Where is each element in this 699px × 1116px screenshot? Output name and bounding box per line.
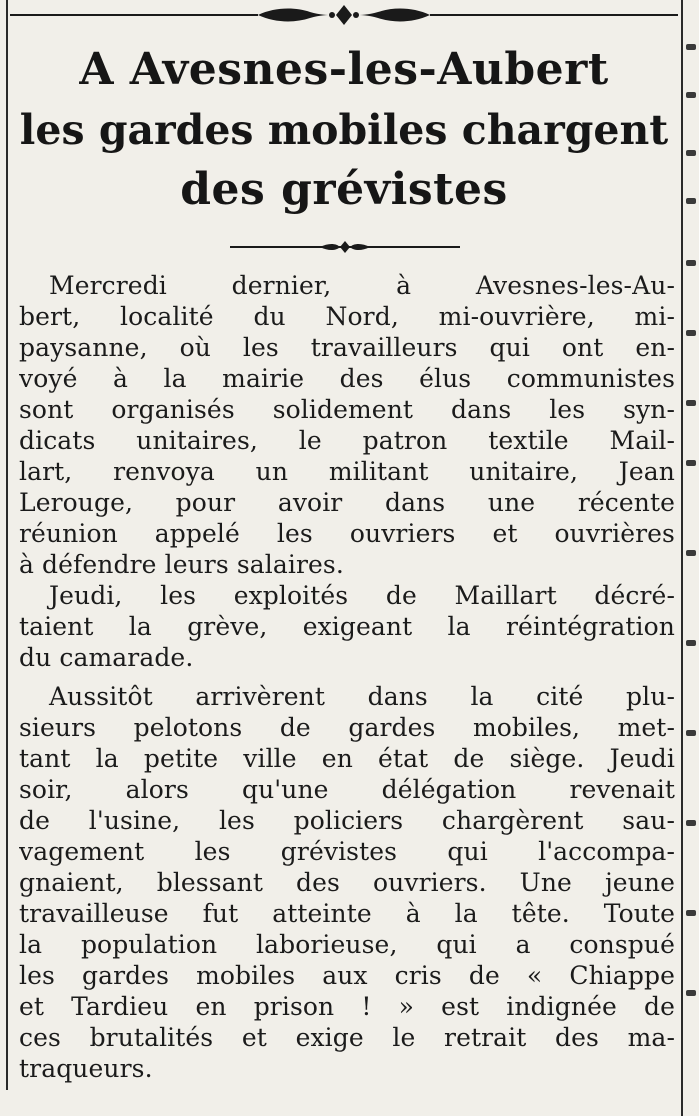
text-line: du camarade. — [19, 643, 194, 672]
adjacent-column-fragment — [686, 30, 699, 1090]
headline-line-2: les gardes mobiles chargent — [19, 106, 669, 154]
text-line: et Tardieu en prison ! » est indignée de — [19, 992, 675, 1021]
paragraph-1 — [19, 270, 675, 580]
right-column-rule — [681, 0, 683, 1116]
left-column-rule — [6, 0, 8, 1090]
headline-divider-ornament — [230, 238, 460, 256]
text-line: voyé à la mairie des élus communistes — [19, 364, 675, 393]
paragraph-2 — [19, 580, 675, 673]
text-line: vagement les grévistes qui l'accompa- — [19, 837, 675, 866]
article-body — [19, 270, 675, 1084]
article-headline — [10, 40, 678, 220]
text-line: la population laborieuse, qui a conspué — [19, 930, 675, 959]
text-line: tant la petite ville en état de siège. Jeudi — [19, 744, 675, 773]
text-line: traqueurs. — [19, 1054, 153, 1083]
text-line: bert, localité du Nord, mi-ouvrière, mi- — [19, 302, 675, 331]
text-line: Aussitôt arrivèrent dans la cité plu- — [49, 682, 675, 711]
text-line: dicats unitaires, le patron textile Mail- — [19, 426, 675, 455]
text-line: sont organisés solidement dans les syn- — [19, 395, 675, 424]
text-line: sieurs pelotons de gardes mobiles, met- — [19, 713, 675, 742]
headline-line-3: des grévistes — [180, 164, 508, 215]
text-line: Mercredi dernier, à Avesnes-les-Au- — [49, 271, 675, 300]
text-line: les gardes mobiles aux cris de « Chiappe — [19, 961, 675, 990]
top-ornament-rule — [10, 2, 678, 28]
text-line: lart, renvoya un militant unitaire, Jean — [19, 457, 675, 486]
text-line: réunion appelé les ouvriers et ouvrières — [19, 519, 675, 548]
text-line: paysanne, où les travailleurs qui ont en- — [19, 333, 675, 362]
text-line: de l'usine, les policiers chargèrent sau- — [19, 806, 675, 835]
text-line: soir, alors qu'une délégation revenait — [19, 775, 675, 804]
text-line: Jeudi, les exploités de Maillart décré- — [49, 581, 675, 610]
paragraph-spacer — [19, 673, 675, 681]
text-line: ces brutalités et exige le retrait des ma- — [19, 1023, 675, 1052]
text-line: gnaient, blessant des ouvriers. Une jeune — [19, 868, 675, 897]
text-line: Lerouge, pour avoir dans une récente — [19, 488, 675, 517]
text-line: travailleuse fut atteinte à la tête. Toute — [19, 899, 675, 928]
text-line: à défendre leurs salaires. — [19, 550, 344, 579]
text-line: taient la grève, exigeant la réintégration — [19, 612, 675, 641]
paragraph-3 — [19, 681, 675, 1084]
headline-line-1: A Avesnes-les-Aubert — [79, 44, 609, 95]
